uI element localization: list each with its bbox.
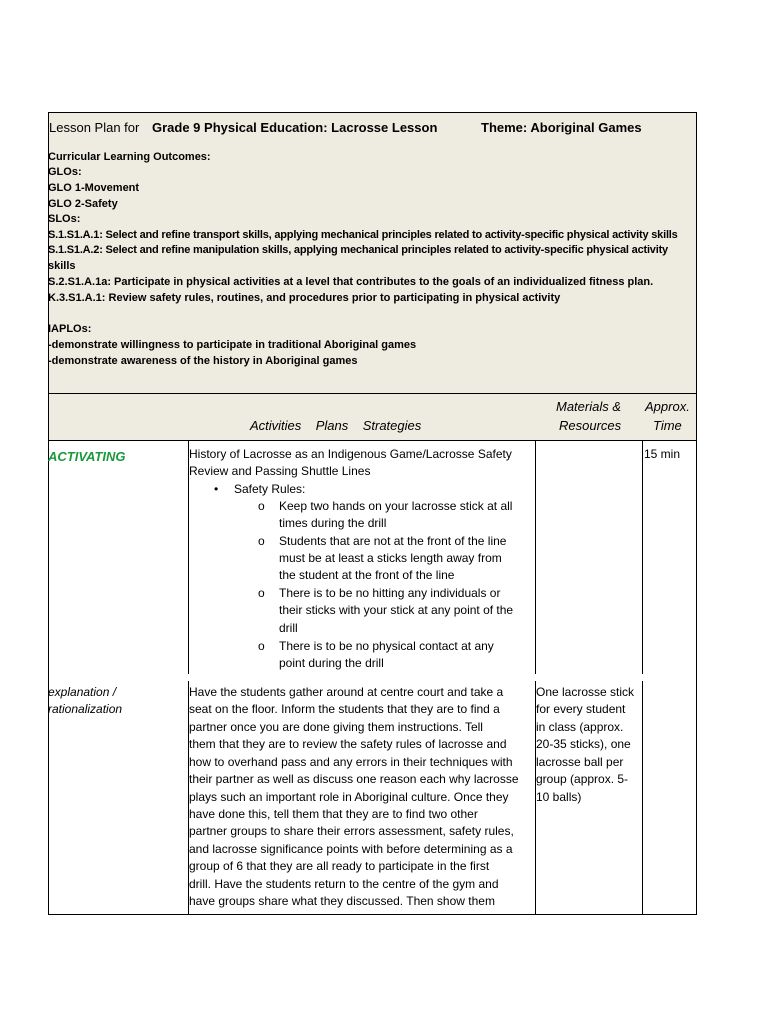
materials-line: lacrosse ball per [536, 755, 624, 769]
safety-rule-2a: Students that are not at the front of the line [279, 534, 507, 548]
safety-rule-2c: the student at the front of the line [279, 568, 455, 582]
table-bottom-border [48, 914, 697, 915]
table-right-border [696, 441, 697, 915]
activating-title-1: History of Lacrosse as an Indigenous Game/Lacrosse Safety [189, 447, 512, 461]
materials-line: for every student [536, 702, 626, 716]
activating-label: ACTIVATING [48, 449, 126, 464]
explanation-line: drill. Have the students return to the centre of the gym and [189, 877, 499, 891]
materials-column-header-2: Resources [559, 418, 622, 433]
glo-2: GLO 2-Safety [48, 198, 118, 210]
materials-line: 20-35 sticks), one [536, 737, 631, 751]
slo-2: S.1.S1.A.2: Select and refine manipulation skills, applying mechanical principles related to activity-specific physical activity [48, 244, 668, 256]
iaplo-2: -demonstrate awareness of the history in Aboriginal games [48, 355, 358, 367]
explanation-line: seat on the floor. Inform the students that they are to find a [189, 702, 500, 716]
sub-bullet-marker: o [258, 534, 265, 548]
slo-4: K.3.S1.A.1: Review safety rules, routines, and procedures prior to participating in physical activity [48, 292, 561, 304]
safety-rule-4a: There is to be no physical contact at any [279, 639, 494, 653]
sub-bullet-marker: o [258, 499, 265, 513]
explanation-label-1: explanation / [48, 685, 117, 699]
explanation-line: have done this, tell them that they are to find two other [189, 807, 478, 821]
column-divider-time-2 [642, 681, 643, 914]
table-left-border [48, 441, 49, 915]
sub-bullet-marker: o [258, 586, 265, 600]
safety-rule-3a: There is to be no hitting any individuals or [279, 586, 501, 600]
slo-2-cont: skills [48, 260, 76, 272]
time-column-header-1: Approx. [645, 399, 690, 414]
explanation-line: and lacrosse significance points with before determining as a [189, 842, 513, 856]
materials-line: in class (approx. [536, 720, 624, 734]
lesson-title: Grade 9 Physical Education: Lacrosse Lesson [152, 120, 438, 135]
safety-rule-3c: drill [279, 621, 298, 635]
glos-heading: GLOs: [48, 166, 82, 178]
explanation-line: group of 6 that they are all ready to participate in the first [189, 859, 490, 873]
slo-1: S.1.S1.A.1: Select and refine transport skills, applying mechanical principles related to activity-specific physical activity skills [48, 229, 678, 241]
activities-column-header: Activities Plans Strategies [250, 418, 422, 433]
explanation-label-2: rationalization [48, 702, 123, 716]
glo-1: GLO 1-Movement [48, 182, 140, 194]
explanation-line: their partner as well as discuss one reason each why lacrosse [189, 772, 519, 786]
iaplos-heading: IAPLOs: [48, 323, 92, 335]
activating-title-2: Review and Passing Shuttle Lines [189, 464, 371, 478]
iaplo-1: -demonstrate willingness to participate in traditional Aboriginal games [48, 339, 417, 351]
explanation-line: have groups share what they discussed. Then show them [189, 894, 495, 908]
materials-line: One lacrosse stick [536, 685, 635, 699]
slo-3: S.2.S1.A.1a: Participate in physical activities at a level that contributes to the goals of an individualized fitness plan. [48, 276, 654, 288]
column-divider-time [642, 441, 643, 674]
lesson-theme: Theme: Aboriginal Games [481, 120, 642, 135]
safety-rule-2b: must be at least a sticks length away from [279, 551, 502, 565]
safety-rule-1a: Keep two hands on your lacrosse stick at all [279, 499, 513, 513]
explanation-line: partner groups to share their errors assessment, safety rules, [189, 824, 514, 838]
activating-time: 15 min [644, 447, 681, 461]
time-column-header-2: Time [653, 418, 682, 433]
explanation-line: partner once you are done giving them instructions. Tell [189, 720, 483, 734]
explanation-line: plays such an important role in Aboriginal culture. Once they [189, 790, 509, 804]
lesson-plan-label: Lesson Plan for [49, 120, 140, 135]
outcomes-heading: Curricular Learning Outcomes: [48, 151, 211, 163]
safety-rule-4b: point during the drill [279, 656, 384, 670]
materials-line: group (approx. 5- [536, 772, 629, 786]
explanation-line: them that they are to review the safety rules of lacrosse and [189, 737, 507, 751]
explanation-line: Have the students gather around at centre court and take a [189, 685, 504, 699]
column-divider-materials [535, 441, 536, 674]
sub-bullet-marker: o [258, 639, 265, 653]
materials-line: 10 balls) [536, 790, 582, 804]
safety-rule-3b: their sticks with your stick at any point of the [279, 603, 514, 617]
materials-column-header-1: Materials & [556, 399, 622, 414]
safety-rules-bullet: Safety Rules: [234, 482, 306, 496]
slos-heading: SLOs: [48, 213, 81, 225]
safety-rule-1b: times during the drill [279, 516, 387, 530]
explanation-line: how to overhand pass and any errors in their techniques with [189, 755, 513, 769]
bullet-dot: • [214, 482, 219, 496]
